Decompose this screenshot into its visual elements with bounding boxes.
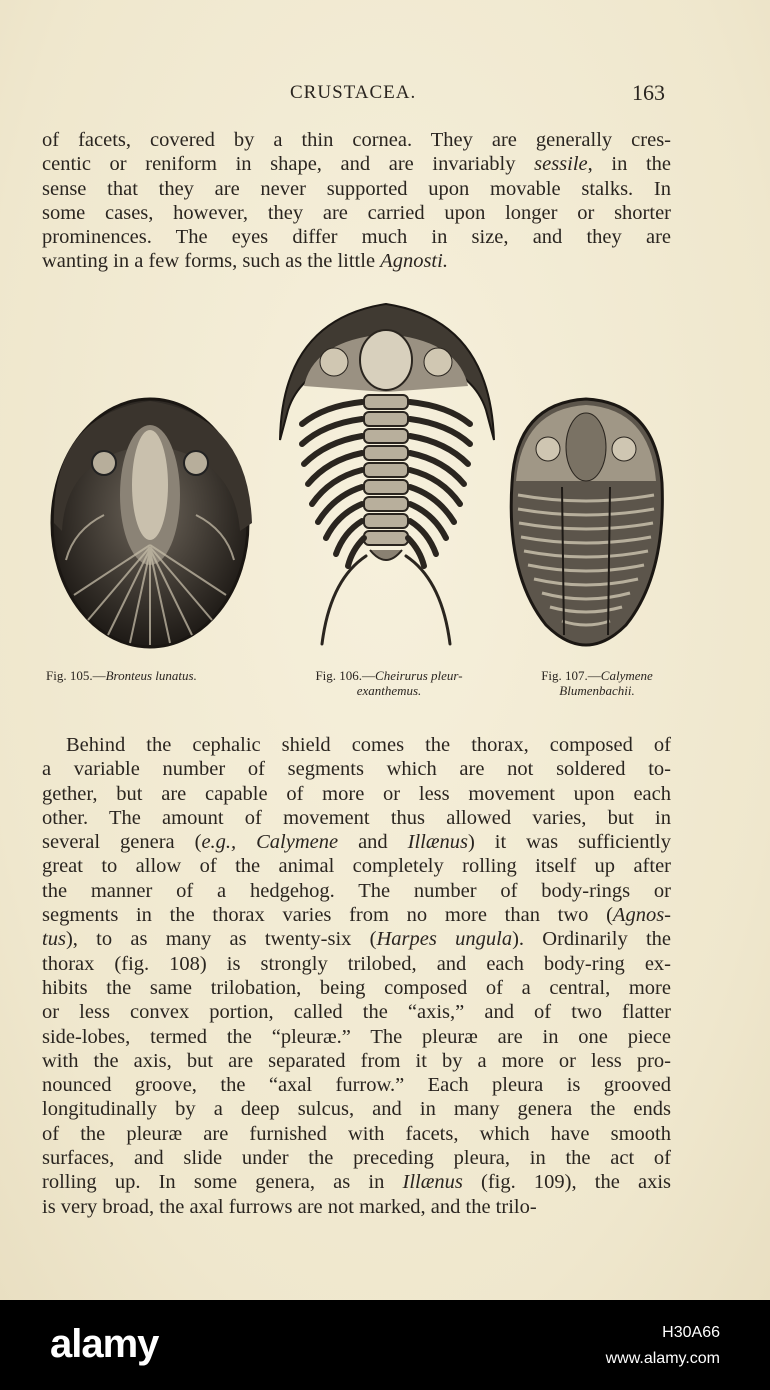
text-line: or less convex portion, called the “axis,” and of two flatter xyxy=(42,1001,671,1024)
text-line: side-lobes, termed the “pleuræ.” The pleuræ are in one piece xyxy=(42,1025,671,1048)
paragraph-eyes xyxy=(42,128,671,274)
figure-107-calymene-illustration xyxy=(506,395,666,647)
text-line: surfaces, and slide under the preceding pleura, in the act of xyxy=(42,1147,671,1170)
running-title: CRUSTACEA. xyxy=(290,82,417,103)
text-line: is very broad, the axal furrows are not marked, and the trilo- xyxy=(42,1195,537,1218)
text-line: great to allow of the animal completely rolling itself up after xyxy=(42,855,671,878)
text-line: sense that they are never supported upon movable stalks. In xyxy=(42,177,671,200)
text-line: tus), to as many as twenty-six (Harpes ungula). Ordinarily the xyxy=(42,928,671,951)
text-line: thorax (fig. 108) is strongly trilobed, and each body-ring ex- xyxy=(42,952,671,975)
text-line: hibits the same trilobation, being composed of a central, more xyxy=(42,976,671,999)
figure-107-caption: Fig. 107.—Calymene Blumenbachii. xyxy=(541,668,653,698)
running-head xyxy=(0,80,770,106)
text-line: Behind the cephalic shield comes the thorax, composed of xyxy=(66,734,671,756)
image-id: H30A66 xyxy=(662,1324,720,1341)
text-line: prominences. The eyes differ much in size, and they are xyxy=(42,226,671,249)
text-line: centic or reniform in shape, and are invariably sessile, in the xyxy=(42,153,671,176)
text-line: of facets, covered by a thin cornea. They are generally cres- xyxy=(42,129,671,151)
text-line: a variable number of segments which are not soldered to- xyxy=(42,758,671,781)
figure-105-caption: Fig. 105.—Bronteus lunatus. xyxy=(46,668,197,683)
text-line: other. The amount of movement thus allowed varies, but in xyxy=(42,806,671,829)
text-line: longitudinally by a deep sulcus, and in many genera the ends xyxy=(42,1098,671,1121)
text-line: some cases, however, they are carried upon longer or shorter xyxy=(42,201,671,224)
figure-106-caption: Fig. 106.—Cheirurus pleur- exanthemus. xyxy=(315,668,463,698)
text-line: of the pleuræ are furnished with facets, which have smooth xyxy=(42,1122,671,1145)
text-line: the manner of a hedgehog. The number of body-rings or xyxy=(42,879,671,902)
figure-105-bronteus-illustration xyxy=(44,395,258,653)
text-line: segments in the thorax varies from no more than two (Agnos- xyxy=(42,904,671,927)
text-line: rolling up. In some genera, as in Illænus (fig. 109), the axis xyxy=(42,1171,671,1194)
text-line: nounced groove, the “axal furrow.” Each pleura is grooved xyxy=(42,1074,671,1097)
stock-watermark-bar xyxy=(0,1300,770,1390)
site-url: www.alamy.com xyxy=(605,1350,720,1367)
text-line: wanting in a few forms, such as the little Agnosti. xyxy=(42,250,448,273)
figure-106-cheirurus-illustration xyxy=(274,300,500,648)
text-line: gether, but are capable of more or less movement upon each xyxy=(42,782,671,805)
page-number: 163 xyxy=(632,80,665,105)
text-line: with the axis, but are separated from it by a more or less pro- xyxy=(42,1049,671,1072)
paragraph-thorax xyxy=(42,733,671,1219)
text-line: several genera (e.g., Calymene and Illænus) it was sufficiently xyxy=(42,831,671,854)
brand-logo: alamy xyxy=(50,1322,159,1366)
